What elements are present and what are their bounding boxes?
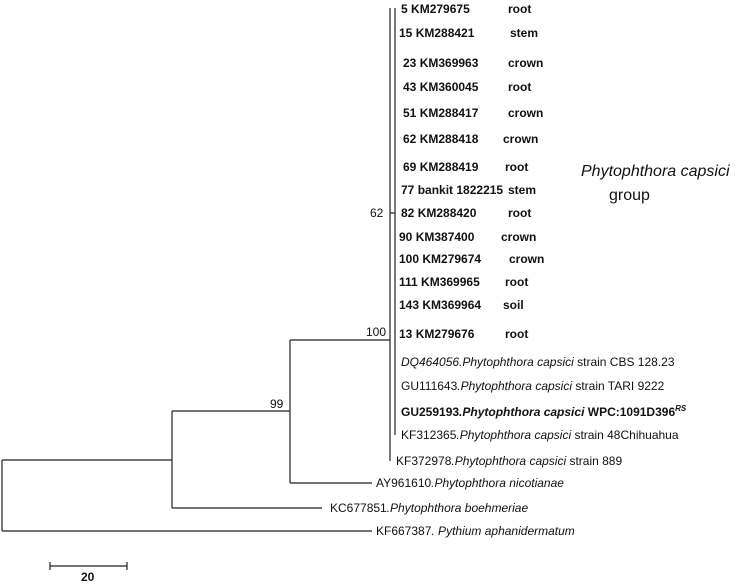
outgroup-labels (330, 476, 575, 538)
scale-bar-label: 20 (81, 570, 95, 584)
group-label-word: group (609, 187, 650, 204)
tip-label: 69 KM288419 (403, 160, 479, 174)
tip-tissue: crown (503, 132, 539, 146)
tip-tissue: crown (501, 230, 537, 244)
tip-tissue: root (505, 275, 529, 289)
tip-tissue: crown (509, 252, 545, 266)
tip-tissue: root (508, 2, 532, 16)
tip-label: 82 KM288420 (401, 206, 477, 220)
tip-tissue: stem (508, 183, 537, 197)
tip-tissue: root (508, 206, 532, 220)
outgroup-tip: KF667387. Pythium aphanidermatum (376, 524, 575, 538)
tip-label: 51 KM288417 (403, 106, 479, 120)
tip-label: 13 KM279676 (399, 327, 475, 341)
tip-label: 62 KM288418 (403, 132, 479, 146)
bootstrap-values (270, 206, 386, 411)
group-label-species: Phytophthora capsici (581, 163, 730, 180)
reference-tip: KF372978.Phytophthora capsici strain 889 (396, 454, 623, 468)
group-label (581, 163, 730, 204)
tip-tissue: soil (503, 298, 524, 312)
tip-label: 100 KM279674 (399, 252, 482, 266)
bootstrap-62: 62 (370, 206, 384, 220)
tip-label: 15 KM288421 (399, 26, 475, 40)
tip-tissue: crown (508, 106, 544, 120)
tip-label: 43 KM360045 (403, 80, 479, 94)
tip-label: 143 KM369964 (399, 298, 482, 312)
tip-label: 23 KM369963 (403, 56, 479, 70)
tip-label: 5 KM279675 (401, 2, 470, 16)
bootstrap-99: 99 (270, 397, 284, 411)
tip-tissue: root (508, 80, 532, 94)
tree-branches (2, 8, 395, 531)
tip-tissue: crown (508, 56, 544, 70)
outgroup-tip: KC677851.Phytophthora boehmeriae (330, 501, 529, 515)
reference-tip-labels (396, 355, 687, 468)
bootstrap-100: 100 (366, 325, 387, 339)
reference-tip: KF312365.Phytophthora capsici strain 48Chihuahua (401, 428, 679, 442)
outgroup-tip: AY961610.Phytophthora nicotianae (376, 476, 564, 490)
tip-tissue: root (505, 327, 529, 341)
scale-bar (50, 562, 127, 584)
reference-tip: GU259193.Phytophthora capsici $WPC:1091D396^{RS}$ (401, 404, 687, 419)
tip-label: 111 KM369965 (399, 275, 480, 289)
clade-tip-labels (399, 2, 544, 341)
tip-label: 77 bankit 1822215 (401, 183, 504, 197)
reference-tip: GU111643.Phytophthora capsici strain TARI 9222 (401, 379, 665, 393)
tip-tissue: root (505, 160, 529, 174)
reference-tip: DQ464056.Phytophthora capsici strain CBS 128.23 (401, 355, 675, 369)
tip-label: 90 KM387400 (399, 230, 475, 244)
tip-tissue: stem (510, 26, 539, 40)
